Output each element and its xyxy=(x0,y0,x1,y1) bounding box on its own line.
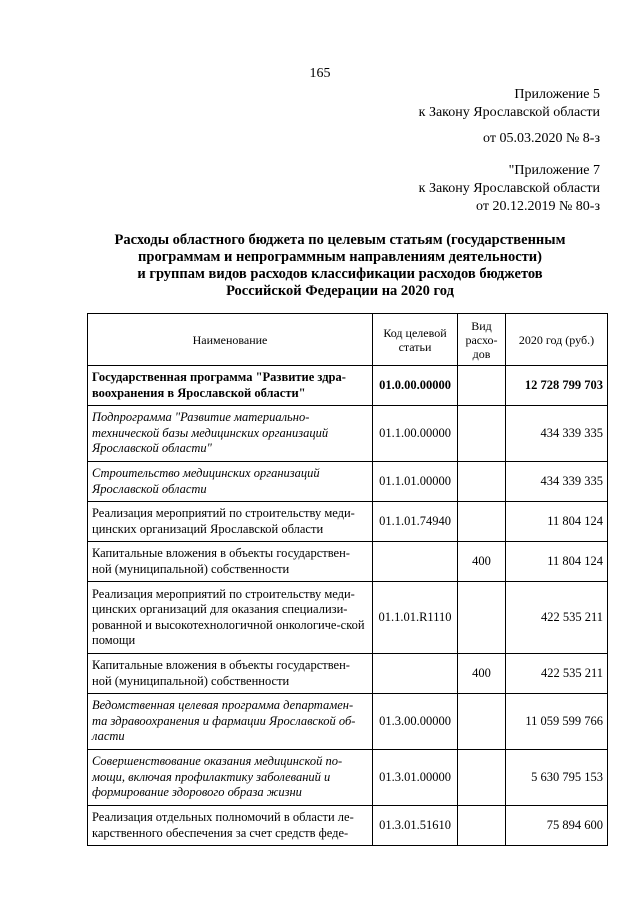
row-type xyxy=(458,406,506,462)
row-code xyxy=(373,542,458,582)
table-row xyxy=(88,582,608,654)
appendix-original-line3: от 20.12.2019 № 80-з xyxy=(476,199,600,214)
table-row xyxy=(88,750,608,806)
table-row xyxy=(88,806,608,846)
table-row xyxy=(88,406,608,462)
row-type xyxy=(458,750,506,806)
table-row xyxy=(88,694,608,750)
row-type: 400 xyxy=(458,654,506,694)
table-header-row xyxy=(88,314,608,366)
row-code xyxy=(373,654,458,694)
row-name: Государственная программа "Развитие здра-воохранения в Ярославской области" xyxy=(88,366,373,406)
row-sum: 434 339 335 xyxy=(506,406,608,462)
row-code: 01.0.00.00000 xyxy=(373,366,458,406)
header-sum: 2020 год (руб.) xyxy=(506,314,608,366)
appendix-original-line2: к Закону Ярославской области xyxy=(418,181,600,196)
table-row xyxy=(88,502,608,542)
appendix-original xyxy=(419,162,600,216)
title-line1: Расходы областного бюджета по целевым статьям (государственным xyxy=(114,232,566,248)
row-type xyxy=(458,502,506,542)
row-name: Капитальные вложения в объекты государствен-ной (муниципальной) собственности xyxy=(88,542,373,582)
appendix-current xyxy=(419,86,600,148)
row-name: Реализация отдельных полномочий в области ле-карственного обеспечения за счет средств феде- xyxy=(88,806,373,846)
row-type xyxy=(458,462,506,502)
row-sum: 75 894 600 xyxy=(506,806,608,846)
table-row xyxy=(88,542,608,582)
header-code: Код целевой статьи xyxy=(373,314,458,366)
row-type xyxy=(458,582,506,654)
row-type xyxy=(458,694,506,750)
appendix-current-line1: Приложение 5 xyxy=(514,87,600,102)
title-line2: программам и непрограммным направлениям деятельности) xyxy=(138,249,542,265)
row-name: Ведомственная целевая программа департамен-та здравоохранения и фармации Ярославской об-ласти xyxy=(88,694,373,750)
appendix-current-line2: к Закону Ярославской области xyxy=(418,105,600,120)
row-name: Капитальные вложения в объекты государствен-ной (муниципальной) собственности xyxy=(88,654,373,694)
header-type: Вид расхо-дов xyxy=(458,314,506,366)
row-code: 01.1.01.R1110 xyxy=(373,582,458,654)
row-name: Реализация мероприятий по строительству меди-цинских организаций для оказания специализи-рованной и высокотехнологичной онкологиче-ской помощи xyxy=(88,582,373,654)
document-title xyxy=(60,232,620,300)
row-code: 01.3.00.00000 xyxy=(373,694,458,750)
budget-table xyxy=(87,313,608,846)
row-sum: 434 339 335 xyxy=(506,462,608,502)
table-row xyxy=(88,366,608,406)
row-sum: 12 728 799 703 xyxy=(506,366,608,406)
row-sum: 11 059 599 766 xyxy=(506,694,608,750)
row-name: Подпрограмма "Развитие материально-технической базы медицинских организаций Ярославской области" xyxy=(88,406,373,462)
row-code: 01.3.01.51610 xyxy=(373,806,458,846)
row-type: 400 xyxy=(458,542,506,582)
row-name: Строительство медицинских организаций Ярославской области xyxy=(88,462,373,502)
row-sum: 11 804 124 xyxy=(506,542,608,582)
appendix-current-line3: от 05.03.2020 № 8-з xyxy=(483,131,600,146)
row-sum: 11 804 124 xyxy=(506,502,608,542)
row-type xyxy=(458,366,506,406)
row-type xyxy=(458,806,506,846)
row-code: 01.1.01.74940 xyxy=(373,502,458,542)
header-name: Наименование xyxy=(88,314,373,366)
title-line4: Российской Федерации на 2020 год xyxy=(226,283,454,299)
row-name: Реализация мероприятий по строительству меди-цинских организаций Ярославской области xyxy=(88,502,373,542)
row-code: 01.1.00.00000 xyxy=(373,406,458,462)
appendix-original-line1: "Приложение 7 xyxy=(508,163,600,178)
table-row xyxy=(88,462,608,502)
row-sum: 422 535 211 xyxy=(506,582,608,654)
row-code: 01.1.01.00000 xyxy=(373,462,458,502)
row-sum: 5 630 795 153 xyxy=(506,750,608,806)
table-row xyxy=(88,654,608,694)
row-name: Совершенствование оказания медицинской по-мощи, включая профилактику заболеваний и формирование здорового образа жизни xyxy=(88,750,373,806)
page-number: 165 xyxy=(309,66,331,81)
row-sum: 422 535 211 xyxy=(506,654,608,694)
title-line3: и группам видов расходов классификации расходов бюджетов xyxy=(137,266,543,282)
row-code: 01.3.01.00000 xyxy=(373,750,458,806)
